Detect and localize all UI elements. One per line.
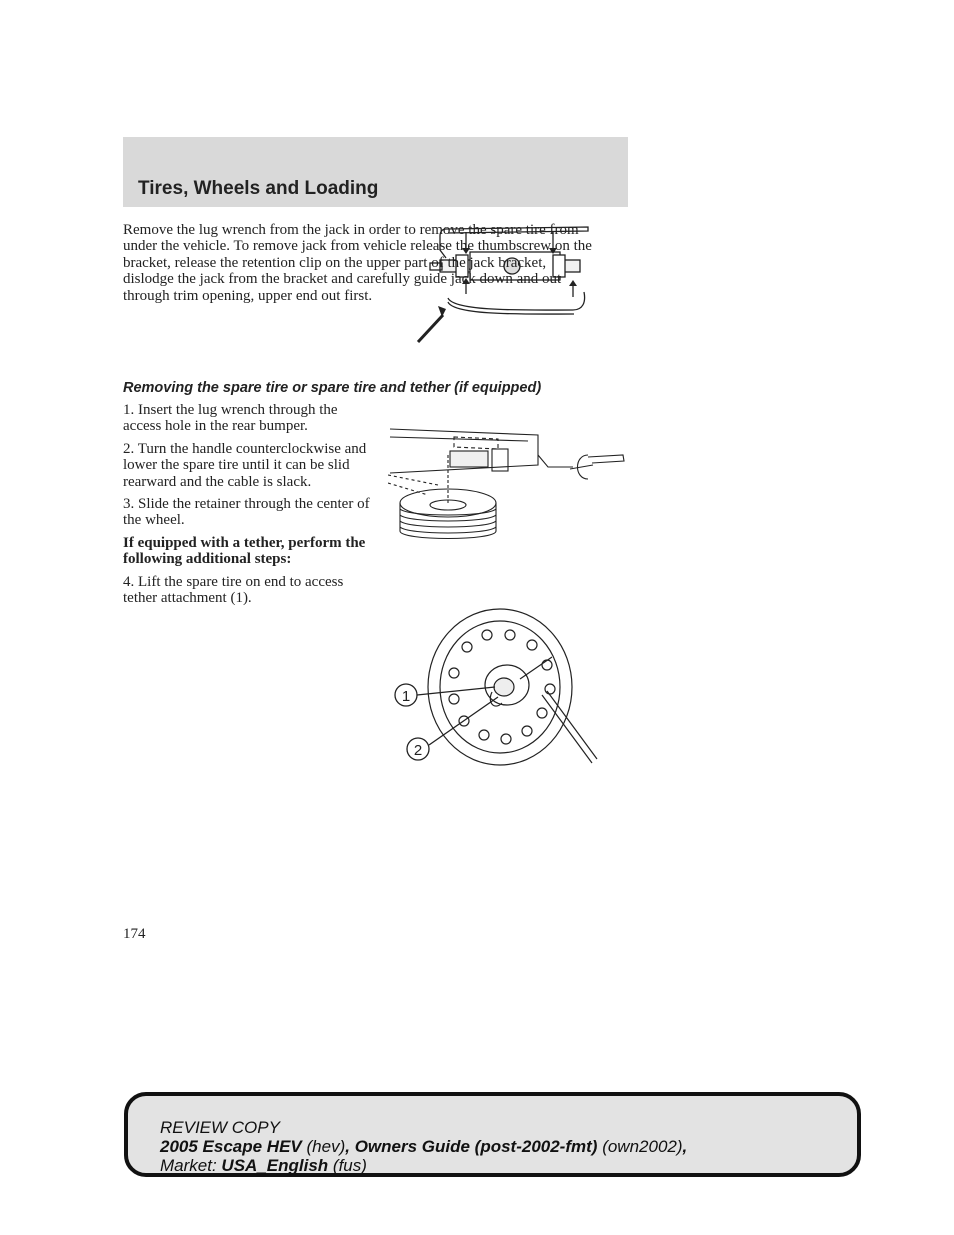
- section-title: Tires, Wheels and Loading: [138, 178, 379, 199]
- intro-paragraph: [123, 222, 593, 304]
- footer-sep-2: ,: [682, 1137, 688, 1156]
- wheel-tether-illustration: [392, 607, 602, 767]
- spare-tire-illustration: [388, 425, 633, 547]
- tether-note: If equipped with a tether, perform the following additional steps:: [123, 534, 366, 568]
- footer-model-code: (hev): [306, 1137, 346, 1156]
- review-footer-text: [160, 1118, 687, 1175]
- footer-market-label: Market:: [160, 1156, 217, 1175]
- footer-guide-code: (own2002): [602, 1137, 683, 1156]
- step-4: 4. Lift the spare tire on end to access tether attachment (1).: [123, 573, 344, 607]
- footer-guide: Owners Guide (post-2002-fmt): [354, 1137, 598, 1156]
- review-copy-label: REVIEW COPY: [160, 1118, 280, 1137]
- subheading-removing-spare: Removing the spare tire or spare tire and tether (if equipped): [123, 380, 542, 396]
- callout-2: 2: [413, 742, 423, 759]
- step-1: 1. Insert the lug wrench through the access hole in the rear bumper.: [123, 402, 338, 435]
- footer-line-model: [160, 1137, 687, 1156]
- step-2: 2. Turn the handle counterclockwise and lower the spare tire until it can be slid rearward and the cable is slack.: [123, 440, 367, 490]
- footer-line-market: [160, 1156, 687, 1175]
- steps-list: [123, 402, 378, 612]
- footer-market: USA_English: [221, 1156, 329, 1175]
- page-number: 174: [123, 926, 146, 942]
- callout-1: 1: [401, 688, 411, 705]
- footer-market-code: (fus): [332, 1156, 367, 1175]
- footer-model: 2005 Escape HEV: [160, 1137, 302, 1156]
- step-3: 3. Slide the retainer through the center of the wheel.: [123, 496, 370, 529]
- intro-text: Remove the lug wrench from the jack in order to remove the spare tire from under the vehicle. To remove jack from vehicle release the thumbscrew on the bracket, release the retention clip on the upper part of the jack bracket, dislodge the jack from the bracket and carefully guide jack down and out through trim opening, upper end out first.: [123, 222, 592, 304]
- footer-sep-1: ,: [345, 1137, 355, 1156]
